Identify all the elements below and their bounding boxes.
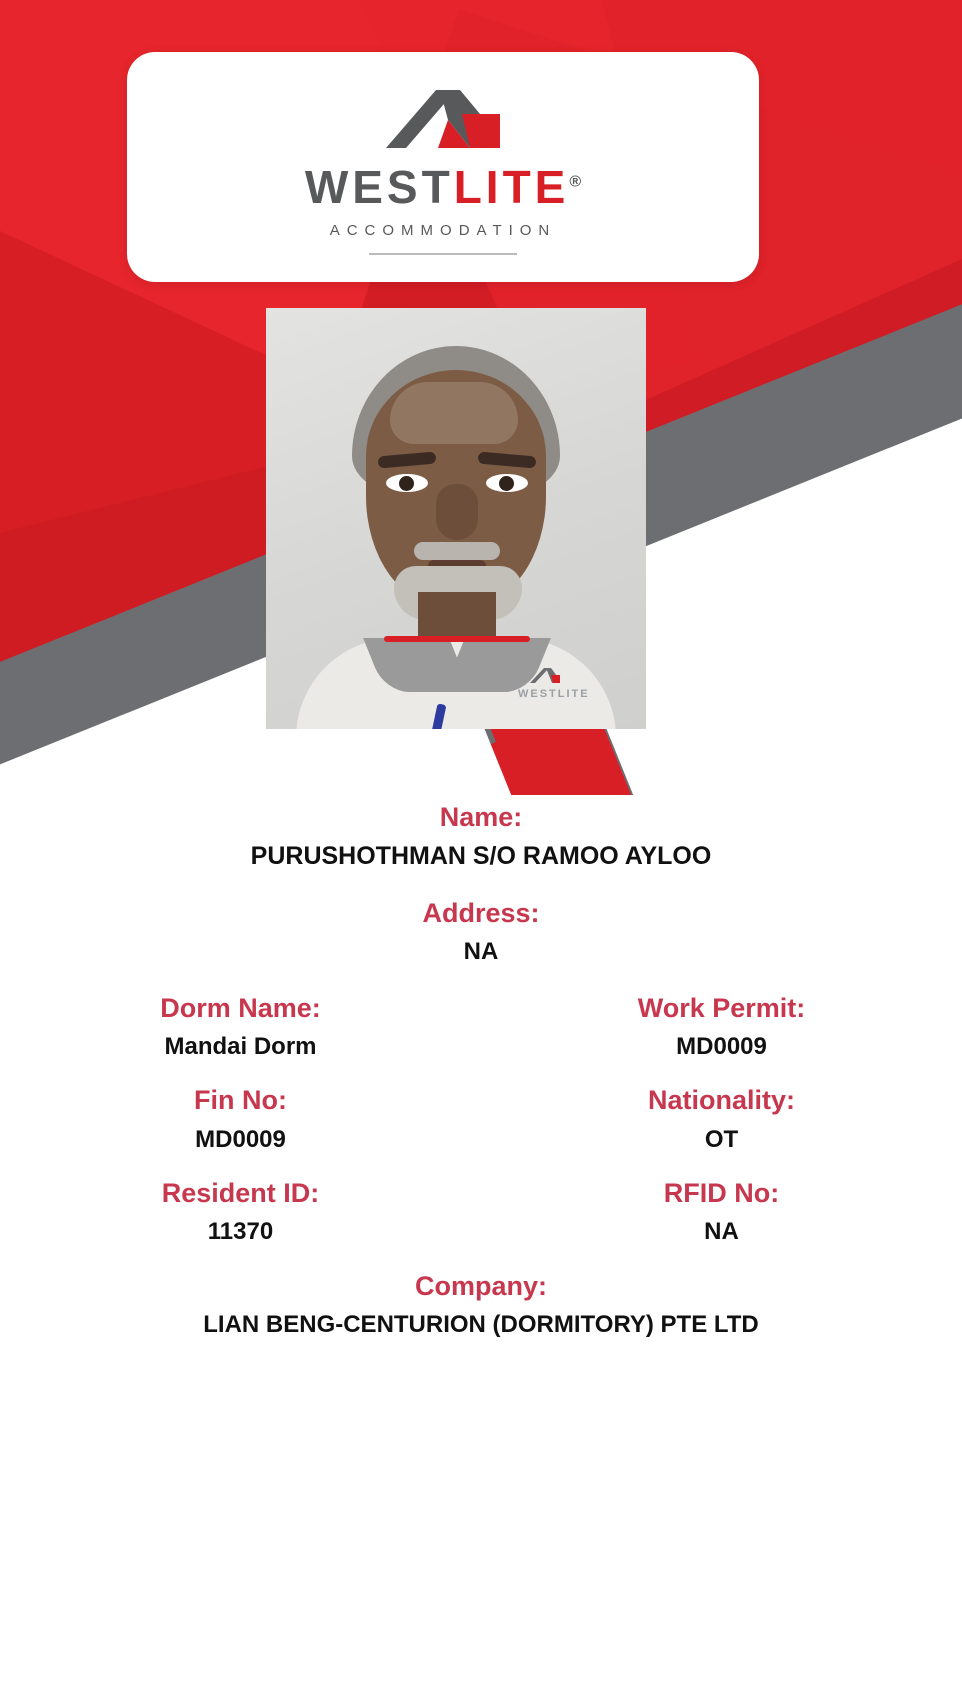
row-dorm-workpermit [0, 991, 962, 1064]
field-company-label: Company: [414, 1270, 547, 1301]
field-name-value: PURUSHOTHMAN S/O RAMOO AYLOO [250, 842, 712, 871]
field-nationality-label: Nationality: [647, 1085, 795, 1116]
westlite-roof-icon [378, 80, 508, 152]
field-dorm-name-label: Dorm Name: [160, 992, 321, 1023]
row-residentid-rfid [0, 1176, 962, 1249]
field-name [0, 800, 962, 874]
brand-subtitle: ACCOMMODATION [329, 221, 557, 239]
photo-collar-red-trim [384, 636, 530, 642]
field-fin-no [0, 1083, 481, 1156]
brand-divider [369, 253, 517, 255]
field-address [0, 896, 962, 969]
brand-wordmark-lite: LITE [453, 160, 570, 213]
photo-shirt-wordmark: WESTLITE [518, 688, 590, 700]
brand-registered-mark: ® [569, 173, 582, 191]
brand-wordmark-west: WEST [304, 160, 454, 213]
field-company-value: LIAN BENG-CENTURION (DORMITORY) PTE LTD [203, 1310, 759, 1338]
field-work-permit-value: MD0009 [676, 1032, 767, 1060]
field-fin-no-value: MD0009 [195, 1125, 286, 1153]
photo-pupil-left [399, 476, 414, 491]
resident-photo [266, 308, 646, 729]
photo-eye-left [386, 474, 428, 492]
field-work-permit-label: Work Permit: [637, 992, 806, 1023]
field-rfid-no-value: NA [704, 1218, 739, 1246]
field-company [0, 1269, 962, 1342]
row-fin-nationality [0, 1083, 962, 1156]
field-resident-id [0, 1176, 481, 1249]
field-address-value: NA [463, 938, 499, 966]
photo-shirt-roof-icon [528, 666, 562, 684]
field-nationality-value: OT [704, 1125, 739, 1153]
photo-pupil-right [499, 476, 514, 491]
photo-forehead-highlight [390, 382, 518, 444]
field-nationality [481, 1083, 962, 1156]
field-rfid-no-label: RFID No: [663, 1178, 780, 1209]
photo-nose [436, 484, 478, 540]
field-rfid-no [481, 1176, 962, 1249]
resident-details [0, 800, 962, 1364]
field-dorm-name [0, 991, 481, 1064]
field-name-label: Name: [439, 802, 523, 832]
photo-moustache [414, 542, 500, 560]
brand-wordmark [304, 160, 582, 213]
field-address-label: Address: [422, 898, 540, 929]
field-resident-id-label: Resident ID: [161, 1178, 320, 1209]
field-dorm-name-value: Mandai Dorm [164, 1032, 317, 1060]
field-work-permit [481, 991, 962, 1064]
photo-eye-right [486, 474, 528, 492]
field-resident-id-value: 11370 [207, 1218, 274, 1246]
field-fin-no-label: Fin No: [194, 1085, 287, 1116]
brand-logo-panel [127, 52, 759, 282]
